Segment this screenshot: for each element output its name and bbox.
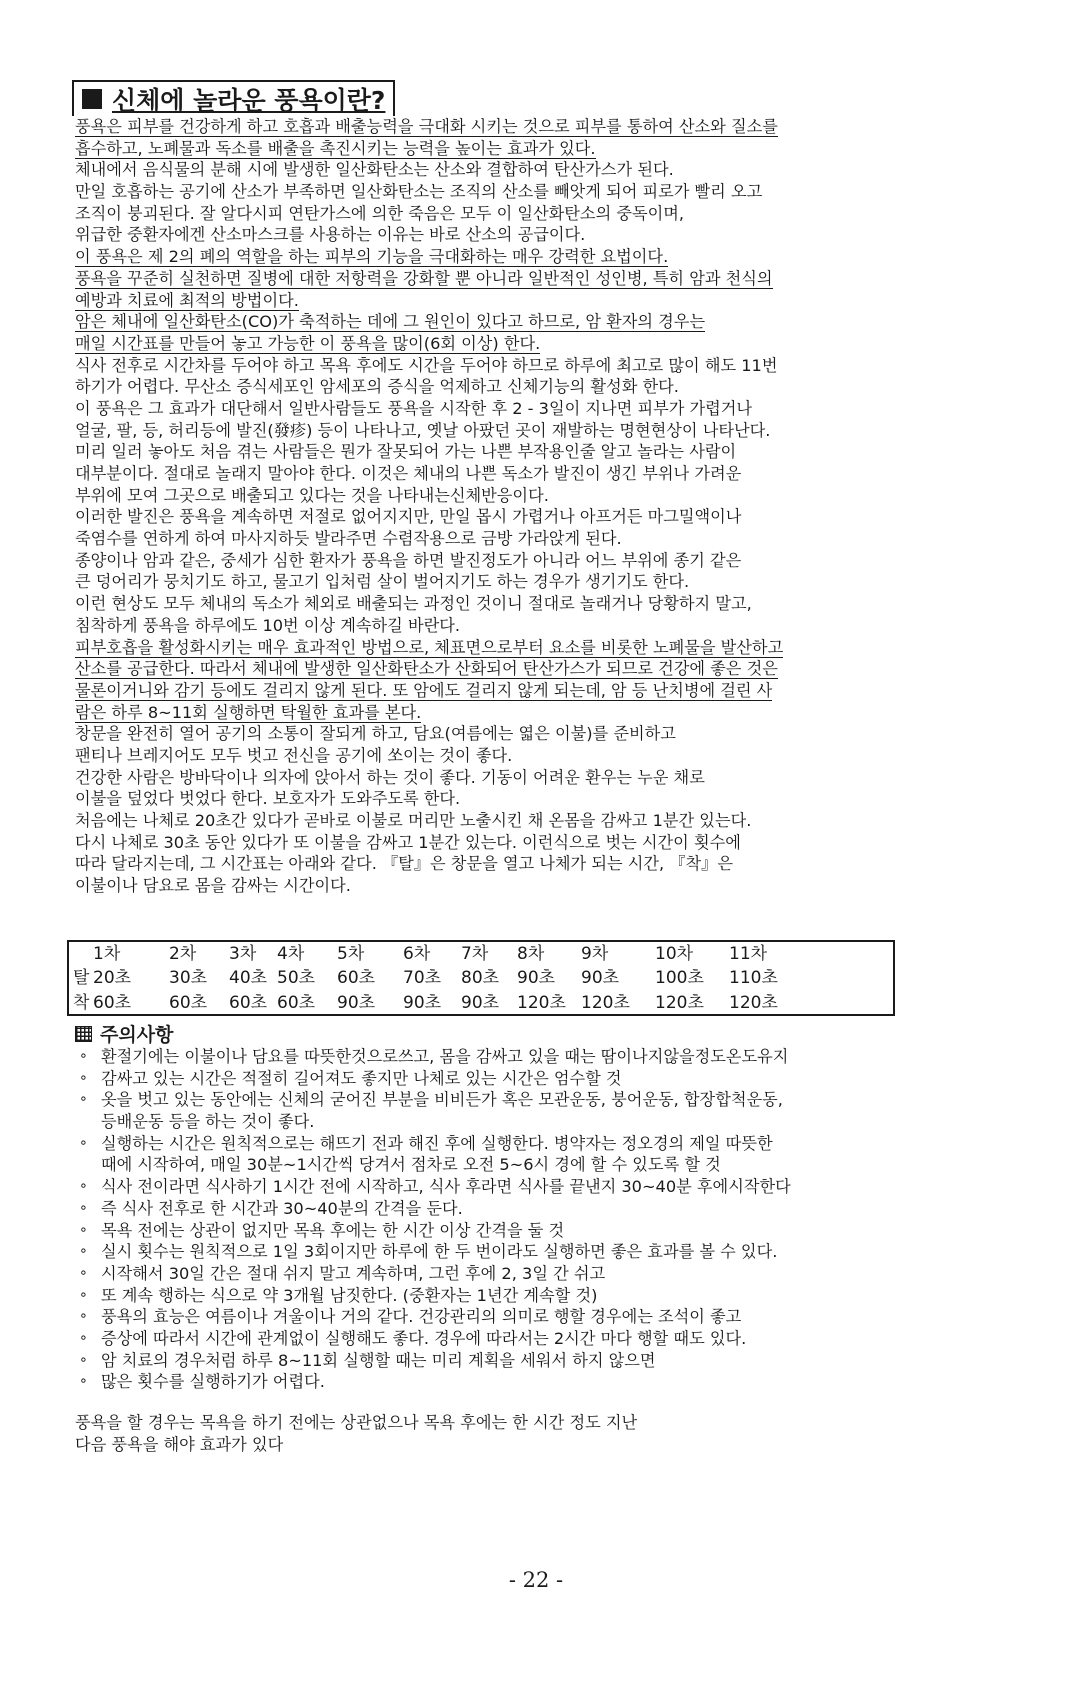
schedule-cell: 30초 xyxy=(169,968,208,988)
body-line xyxy=(75,593,990,615)
note-item xyxy=(75,1241,990,1263)
note-text: 감싸고 있는 시간은 적절히 길어져도 좋지만 나체로 있는 시간은 엄수할 것 xyxy=(101,1068,622,1088)
notes-list xyxy=(75,1046,990,1393)
body-line xyxy=(75,658,990,680)
schedule-cell: 1차 xyxy=(93,944,121,964)
body-line-text: 처음에는 나체로 20초간 있다가 곧바로 이불로 머리만 노출시킨 채 온몸을 감싸고 1분간 있는다. xyxy=(75,811,752,830)
schedule-cell: 3차 xyxy=(229,944,257,964)
note-text: 등배운동 등을 하는 것이 좋다. xyxy=(101,1112,315,1132)
bullet-icon: ∘ xyxy=(79,1091,88,1108)
schedule-row xyxy=(69,966,893,990)
schedule-cell: 60초 xyxy=(337,968,376,988)
body-line-text: 산소를 공급한다. 따라서 체내에 발생한 일산화탄소가 산화되어 탄산가스가 되므로 건강에 좋은 것은 xyxy=(75,659,778,679)
body-line-text: 이불이나 담요로 몸을 감싸는 시간이다. xyxy=(75,876,351,896)
body-line xyxy=(75,723,990,745)
bullet-icon: ∘ xyxy=(79,1308,88,1325)
note-text: 실시 횟수는 원칙적으로 1일 3회이지만 하루에 한 두 번이라도 실행하면 좋은 효과를 볼 수 있다. xyxy=(101,1242,778,1262)
schedule-cell: 90초 xyxy=(337,993,376,1013)
closing-line: 다음 풍욕을 해야 효과가 있다 xyxy=(75,1434,284,1454)
body-line-text: 람은 하루 8~11회 실행하면 탁월한 효과를 본다. xyxy=(75,702,422,722)
note-item xyxy=(75,1176,990,1198)
page-number: - 22 - xyxy=(508,1568,564,1592)
note-item-continuation xyxy=(75,1154,990,1176)
schedule-cell: 120초 xyxy=(655,993,704,1013)
closing-line: 풍욕을 할 경우는 목욕을 하기 전에는 상관없으나 목욕 후에는 한 시간 정도 지난 xyxy=(75,1413,638,1432)
note-item xyxy=(75,1371,990,1393)
schedule-header-row xyxy=(69,942,893,966)
body-line-text: 침착하게 풍욕을 하루에도 10번 이상 계속하길 바란다. xyxy=(75,615,460,635)
page-title: 신체에 놀라운 풍욕이란? xyxy=(112,86,386,115)
body-line-text: 풍욕은 피부를 건강하게 하고 호흡과 배출능력을 극대화 시키는 것으로 피부를 통하여 산소와 질소를 xyxy=(75,117,778,136)
body-line-text: 대부분이다. 절대로 놀래지 말아야 한다. 이것은 체내의 나쁜 독소가 발진이 생긴 부위나 가려운 xyxy=(75,464,742,483)
body-line xyxy=(75,116,990,138)
body-line xyxy=(75,571,990,593)
body-line-text: 암은 체내에 일산화탄소(CO)가 축적하는 데에 그 원인이 있다고 하므로, 암 환자의 경우는 xyxy=(75,312,706,332)
body-line xyxy=(75,224,990,246)
body-line xyxy=(75,398,990,420)
note-item xyxy=(75,1328,990,1350)
body-line xyxy=(75,138,990,160)
body-line xyxy=(75,420,990,442)
schedule-cell: 20초 xyxy=(93,968,132,988)
schedule-cell: 9차 xyxy=(581,944,609,964)
bullet-icon: ∘ xyxy=(79,1178,88,1195)
body-line-text: 건강한 사람은 방바닥이나 의자에 앉아서 하는 것이 좋다. 기동이 어려운 환우는 누운 채로 xyxy=(75,767,705,787)
body-line xyxy=(75,376,990,398)
body-line xyxy=(75,268,990,290)
body-line-text: 식사 전후로 시간차를 두어야 하고 목욕 후에도 시간을 두어야 하므로 하루에 최고로 많이 해도 11번 xyxy=(75,355,778,375)
body-line-text: 이런 현상도 모두 체내의 독소가 체외로 배출되는 과정인 것이니 절대로 놀래거나 당황하지 말고, xyxy=(75,594,752,614)
bullet-icon: ∘ xyxy=(79,1351,88,1368)
body-line xyxy=(75,485,990,507)
schedule-cell: 60초 xyxy=(169,993,208,1013)
note-item xyxy=(75,1263,990,1285)
body-line xyxy=(75,637,990,659)
body-line-text: 팬티나 브레지어도 모두 벗고 전신을 공기에 쏘이는 것이 좋다. xyxy=(75,745,513,765)
notes-title: 주의사항 xyxy=(100,1024,174,1046)
note-text: 증상에 따라서 시간에 관계없이 실행해도 좋다. 경우에 따라서는 2시간 마다 행할 때도 있다. xyxy=(101,1328,747,1348)
body-line-text: 얼굴, 팔, 등, 허리등에 발진(發疹) 등이 나타나고, 옛날 아팠던 곳이 재발하는 명현현상이 나타난다. xyxy=(75,420,771,440)
schedule-cell: 5차 xyxy=(337,944,365,964)
body-line xyxy=(75,788,990,810)
schedule-row-label: 착 xyxy=(73,993,90,1013)
schedule-cell: 90초 xyxy=(517,968,556,988)
body-line-text: 예방과 치료에 최적의 방법이다. xyxy=(75,290,299,310)
schedule-row-label: 탈 xyxy=(73,968,90,988)
body-line-text: 다시 나체로 30초 동안 있다가 또 이불을 감싸고 1분간 있는다. 이런식으로 벗는 시간이 횟수에 xyxy=(75,832,741,852)
body-line-text: 미리 일러 놓아도 처음 겪는 사람들은 뭔가 잘못되어 가는 나쁜 부작용인줄 알고 놀라는 사람이 xyxy=(75,442,737,462)
body-line xyxy=(75,832,990,854)
body-line-text: 부위에 모여 그곳으로 배출되고 있다는 것을 나타내는신체반응이다. xyxy=(75,485,549,505)
schedule-cell: 120초 xyxy=(729,993,778,1013)
title-box xyxy=(72,80,395,116)
note-text: 실행하는 시간은 원칙적으로는 해뜨기 전과 해진 후에 실행한다. 병약자는 정오경의 제일 따뜻한 xyxy=(101,1133,773,1153)
schedule-cell: 4차 xyxy=(277,944,305,964)
body-line xyxy=(75,767,990,789)
schedule-cell: 11차 xyxy=(729,944,768,964)
body-line xyxy=(75,355,990,377)
bullet-icon: ∘ xyxy=(79,1264,88,1281)
bullet-icon: ∘ xyxy=(79,1286,88,1303)
body-line xyxy=(75,463,990,485)
note-text: 옷을 벗고 있는 동안에는 신체의 굳어진 부분을 비비든가 혹은 모관운동, 붕어운동, 합장합척운동, xyxy=(101,1090,783,1110)
body-line xyxy=(75,333,990,355)
schedule-cell: 60초 xyxy=(277,993,316,1013)
body-line-text: 피부호흡을 활성화시키는 매우 효과적인 방법으로, 체표면으로부터 요소를 비롯한 노폐물을 발산하고 xyxy=(75,637,784,657)
schedule-cell: 80초 xyxy=(461,968,500,988)
schedule-cell: 50초 xyxy=(277,968,316,988)
body-line-text: 흡수하고, 노폐물과 독소를 배출을 촉진시키는 능력을 높이는 효과가 있다. xyxy=(75,138,596,158)
body-line xyxy=(75,745,990,767)
body-line xyxy=(75,246,990,268)
note-item xyxy=(75,1133,990,1155)
note-text: 식사 전이라면 식사하기 1시간 전에 시작하고, 식사 후라면 식사를 끝낸지 30~40분 후에시작한다 xyxy=(101,1177,791,1197)
bullet-icon: ∘ xyxy=(79,1221,88,1238)
note-text: 또 계속 행하는 식으로 약 3개월 남짓한다. (중환자는 1년간 계속할 것) xyxy=(101,1285,598,1305)
body-line-text: 이불을 덮었다 벗었다 한다. 보호자가 도와주도록 한다. xyxy=(75,789,461,809)
note-text: 목욕 전에는 상관이 없지만 목욕 후에는 한 시간 이상 간격을 둘 것 xyxy=(101,1220,565,1240)
hatched-square-icon xyxy=(75,1026,92,1042)
body-line-text: 만일 호흡하는 공기에 산소가 부족하면 일산화탄소는 조직의 산소를 빼앗게 되어 피로가 빨리 오고 xyxy=(75,182,763,202)
schedule-cell: 10차 xyxy=(655,944,694,964)
bullet-icon: ∘ xyxy=(79,1048,88,1064)
bullet-icon: ∘ xyxy=(79,1373,88,1390)
closing-paragraph xyxy=(75,1412,637,1455)
schedule-cell: 90초 xyxy=(461,993,500,1013)
body-line xyxy=(75,680,990,702)
body-line-text: 체내에서 음식물의 분해 시에 발생한 일산화탄소는 산소와 결합하여 탄산가스가 된다. xyxy=(75,160,674,180)
body-line xyxy=(75,441,990,463)
schedule-cell: 8차 xyxy=(517,944,545,964)
note-item xyxy=(75,1068,990,1090)
body-line xyxy=(75,203,990,225)
note-item xyxy=(75,1089,990,1111)
body-line xyxy=(75,810,990,832)
body-line-text: 풍욕을 꾸준히 실천하면 질병에 대한 저항력을 강화할 뿐 아니라 일반적인 성인병, 특히 암과 천식의 xyxy=(75,268,773,288)
note-text: 많은 횟수를 실행하기가 어렵다. xyxy=(101,1372,325,1392)
body-line xyxy=(75,528,990,550)
note-item xyxy=(75,1306,990,1328)
bullet-icon: ∘ xyxy=(79,1243,88,1260)
note-item xyxy=(75,1220,990,1242)
bullet-icon: ∘ xyxy=(79,1199,88,1216)
schedule-cell: 70초 xyxy=(403,968,442,988)
schedule-cell: 90초 xyxy=(403,993,442,1013)
note-item-continuation xyxy=(75,1111,990,1133)
body-line xyxy=(75,290,990,312)
schedule-cell: 100초 xyxy=(655,968,704,988)
note-text: 환절기에는 이불이나 담요를 따뜻한것으로쓰고, 몸을 감싸고 있을 때는 땀이나지않을정도온도유지 xyxy=(101,1047,789,1066)
schedule-cell: 120초 xyxy=(581,993,630,1013)
schedule-cell: 7차 xyxy=(461,944,489,964)
body-line xyxy=(75,615,990,637)
body-line xyxy=(75,159,990,181)
note-text: 암 치료의 경우처럼 하루 8~11회 실행할 때는 미리 계획을 세워서 하지 않으면 xyxy=(101,1350,656,1370)
schedule-cell: 120초 xyxy=(517,993,566,1013)
title-square-icon xyxy=(82,89,102,109)
body-line-text: 매일 시간표를 만들어 놓고 가능한 이 풍욕을 많이(6회 이상) 한다. xyxy=(75,333,541,353)
body-line xyxy=(75,853,990,875)
body-line-text: 위급한 중환자에겐 산소마스크를 사용하는 이유는 바로 산소의 공급이다. xyxy=(75,225,586,245)
body-line xyxy=(75,875,990,897)
body-line-text: 이 풍욕은 제 2의 폐의 역할을 하는 피부의 기능을 극대화하는 매우 강력한 요법이다. xyxy=(75,247,669,267)
body-line-text: 따라 달라지는데, 그 시간표는 아래와 같다. 『탈』은 창문을 열고 나체가 되는 시간, 『착』은 xyxy=(75,854,733,874)
body-line-text: 종양이나 암과 같은, 중세가 심한 환자가 풍욕을 하면 발진정도가 아니라 어느 부위에 종기 같은 xyxy=(75,550,742,570)
schedule-cell: 110초 xyxy=(729,968,778,988)
note-item xyxy=(75,1350,990,1372)
body-line xyxy=(75,702,990,724)
bullet-icon: ∘ xyxy=(79,1134,88,1151)
schedule-cell: 2차 xyxy=(169,944,197,964)
bullet-icon: ∘ xyxy=(79,1329,88,1346)
schedule-row xyxy=(69,991,893,1015)
notes-heading xyxy=(75,1020,173,1047)
note-item xyxy=(75,1285,990,1307)
body-text xyxy=(75,116,990,897)
body-line-text: 하기가 어렵다. 무산소 증식세포인 암세포의 증식을 억제하고 신체기능의 활성화 한다. xyxy=(75,377,679,397)
schedule-cell: 40초 xyxy=(229,968,268,988)
schedule-cell: 90초 xyxy=(581,968,620,988)
schedule-cell: 60초 xyxy=(229,993,268,1013)
body-line xyxy=(75,181,990,203)
bullet-icon: ∘ xyxy=(79,1069,88,1086)
body-line-text: 이 풍욕은 그 효과가 대단해서 일반사람들도 풍욕을 시작한 후 2 - 3일이 지나면 피부가 가렵거나 xyxy=(75,398,753,418)
body-line-text: 조직이 붕괴된다. 잘 알다시피 연탄가스에 의한 죽음은 모두 이 일산화탄소의 중독이며, xyxy=(75,203,685,223)
note-text: 즉 식사 전후로 한 시간과 30~40분의 간격을 둔다. xyxy=(101,1198,463,1218)
note-text: 시작해서 30일 간은 절대 쉬지 말고 계속하며, 그런 후에 2, 3일 간 쉬고 xyxy=(101,1263,606,1283)
body-line xyxy=(75,311,990,333)
schedule-cell: 60초 xyxy=(93,993,132,1013)
note-item xyxy=(75,1198,990,1220)
body-line-text: 큰 덩어리가 뭉치기도 하고, 물고기 입처럼 살이 벌어지기도 하는 경우가 생기기도 한다. xyxy=(75,572,690,592)
body-line-text: 창문을 완전히 열어 공기의 소통이 잘되게 하고, 담요(여름에는 엷은 이불)를 준비하고 xyxy=(75,724,676,744)
note-text: 풍욕의 효능은 여름이나 겨울이나 거의 같다. 건강관리의 의미로 행할 경우에는 조석이 좋고 xyxy=(101,1307,742,1327)
body-line xyxy=(75,550,990,572)
body-line-text: 죽염수를 연하게 하여 마사지하듯 발라주면 수렴작용으로 금방 가라앉게 된다. xyxy=(75,529,622,549)
note-text: 때에 시작하여, 매일 30분~1시간씩 당겨서 점차로 오전 5~6시 경에 할 수 있도록 할 것 xyxy=(101,1155,721,1175)
body-line-text: 물론이거니와 감기 등에도 걸리지 않게 된다. 또 암에도 걸리지 않게 되는데, 암 등 난치병에 걸린 사 xyxy=(75,680,773,700)
body-line-text: 이러한 발진은 풍욕을 계속하면 저절로 없어지지만, 만일 몹시 가렵거나 아프거든 마그밀액이나 xyxy=(75,507,742,527)
schedule-cell: 6차 xyxy=(403,944,431,964)
body-line xyxy=(75,506,990,528)
note-item xyxy=(75,1046,990,1068)
schedule-table xyxy=(67,940,895,1016)
